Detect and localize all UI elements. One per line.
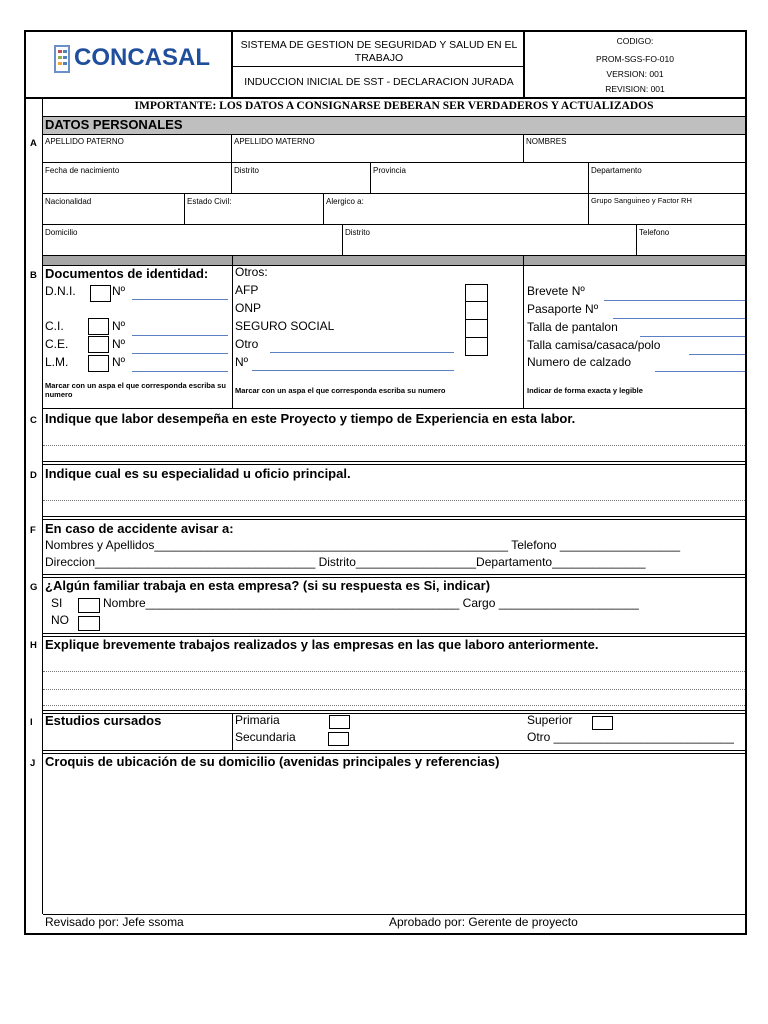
lm-number-line[interactable] (132, 371, 228, 372)
field-apellido-paterno[interactable]: APELLIDO PATERNO (45, 137, 124, 146)
checkbox-no[interactable] (78, 616, 100, 631)
field-domicilio-distrito[interactable]: Distrito (345, 228, 370, 237)
ce-number-line[interactable] (132, 353, 228, 354)
pasaporte-line[interactable] (613, 318, 745, 319)
brevete-label: Brevete Nº (527, 284, 585, 298)
sketch-area[interactable] (43, 772, 745, 913)
calzado-label: Numero de calzado (527, 355, 632, 369)
ce-num-label: Nº (112, 337, 126, 351)
note-left: Marcar con un aspa el que corresponda escriba su numero (45, 381, 226, 399)
pasaporte-label: Pasaporte Nº (527, 302, 599, 316)
codigo-label: CODIGO: (616, 36, 654, 46)
checkbox-lm[interactable] (88, 355, 109, 372)
option-no: NO (51, 613, 69, 627)
revisado-por: Revisado por: Jefe ssoma (45, 915, 184, 929)
talla-pantalon-label: Talla de pantalon (527, 320, 618, 334)
checkbox-onp[interactable] (465, 301, 488, 320)
doc-ci: C.I. (45, 319, 64, 333)
checkbox-afp[interactable] (465, 284, 488, 302)
field-provincia[interactable]: Provincia (373, 166, 406, 175)
field-distrito[interactable]: Distrito (234, 166, 259, 175)
section-g-nombre[interactable]: Nombre_______________________________________________ Cargo _____________________ (103, 596, 639, 610)
section-h-answer-line-2[interactable] (43, 689, 745, 690)
otros-otro-line[interactable] (270, 352, 454, 353)
section-h-answer-line-3[interactable] (43, 705, 745, 706)
option-otro[interactable]: Otro ___________________________ (527, 730, 734, 744)
field-nombres[interactable]: NOMBRES (526, 137, 567, 146)
section-letter-i: I (30, 717, 33, 728)
field-estado-civil[interactable]: Estado Civil: (187, 197, 232, 206)
section-b-title: Documentos de identidad: (45, 266, 209, 281)
brevete-line[interactable] (604, 300, 745, 301)
otros-num: Nº (235, 355, 249, 369)
section-letter-g: G (30, 582, 38, 593)
checkbox-otro[interactable] (465, 337, 488, 356)
doc-ce: C.E. (45, 337, 69, 351)
section-letter-h: H (30, 640, 37, 651)
section-letter-a: A (30, 138, 37, 149)
section-letter-b: B (30, 270, 37, 281)
otros-seguro-social: SEGURO SOCIAL (235, 319, 335, 333)
dni-number-line[interactable] (132, 299, 228, 300)
header-subtitle: INDUCCION INICIAL DE SST - DECLARACION JURADA (244, 76, 514, 88)
section-letter-j: J (30, 758, 36, 769)
lm-num-label: Nº (112, 355, 126, 369)
calzado-line[interactable] (655, 371, 745, 372)
ci-num-label: Nº (112, 319, 126, 333)
otros-otro: Otro (235, 337, 259, 351)
section-letter-f: F (30, 525, 36, 536)
otros-title: Otros: (235, 265, 268, 279)
option-primaria: Primaria (235, 713, 280, 727)
version-label: VERSION: 001 (606, 69, 664, 79)
section-letter-c: C (30, 415, 37, 426)
note-mid: Marcar con un aspa el que corresponda escriba su numero (235, 386, 446, 395)
field-alergico[interactable]: Alergico a: (326, 197, 364, 206)
revision-label: REVISION: 001 (605, 84, 665, 94)
doc-dni: D.N.I. (45, 284, 76, 298)
otros-afp: AFP (235, 283, 259, 297)
checkbox-ce[interactable] (88, 336, 109, 353)
section-f-title: En caso de accidente avisar a: (45, 521, 234, 536)
section-h-answer-line-1[interactable] (43, 671, 745, 672)
field-grupo-sanguineo[interactable]: Grupo Sanguineo y Factor RH (591, 196, 692, 205)
ci-number-line[interactable] (132, 335, 228, 336)
header-title-line2: TRABAJO (354, 52, 404, 64)
section-c-answer-line[interactable] (43, 445, 745, 446)
doc-lm: L.M. (45, 355, 69, 369)
note-right: Indicar de forma exacta y legible (527, 386, 643, 395)
section-d-text: Indique cual es su especialidad u oficio principal. (45, 466, 351, 481)
logo-icon (54, 44, 72, 74)
option-secundaria: Secundaria (235, 730, 296, 744)
section-i-title: Estudios cursados (45, 713, 162, 728)
talla-camisa-line[interactable] (689, 354, 745, 355)
checkbox-ci[interactable] (88, 318, 109, 335)
section-f-line1[interactable]: Nombres y Apellidos_____________________________________________________ Telefono __________________ (45, 538, 681, 552)
option-superior: Superior (527, 713, 573, 727)
checkbox-secundaria[interactable] (328, 732, 349, 746)
dni-num-label: Nº (112, 284, 126, 298)
field-telefono[interactable]: Telefono (639, 228, 670, 237)
aprobado-por: Aprobado por: Gerente de proyecto (389, 915, 578, 929)
important-notice: IMPORTANTE: LOS DATOS A CONSIGNARSE DEBERAN SER VERDADEROS Y ACTUALIZADOS (134, 100, 654, 112)
section-g-title: ¿Algún familiar trabaja en esta empresa? (si su respuesta es Si, indicar) (45, 578, 491, 593)
header-title-line1: SISTEMA DE GESTION DE SEGURIDAD Y SALUD EN EL (240, 39, 518, 51)
section-j-text: Croquis de ubicación de su domicilio (avenidas principales y referencias) (45, 754, 500, 769)
section-f-line2[interactable]: Direccion_________________________________ Distrito__________________Departamento______________ (45, 555, 646, 569)
field-departamento[interactable]: Departamento (591, 166, 642, 175)
otros-num-line[interactable] (252, 370, 454, 371)
section-h-text: Explique brevemente trabajos realizados y las empresas en las que laboro anteriormente. (45, 637, 599, 652)
field-apellido-materno[interactable]: APELLIDO MATERNO (234, 137, 315, 146)
talla-camisa-label: Talla camisa/casaca/polo (527, 338, 661, 352)
otros-onp: ONP (235, 301, 262, 315)
field-fecha-nacimiento[interactable]: Fecha de nacimiento (45, 166, 120, 175)
field-domicilio[interactable]: Domicilio (45, 228, 78, 237)
section-letter-d: D (30, 470, 37, 481)
checkbox-si[interactable] (78, 598, 100, 613)
checkbox-primaria[interactable] (329, 715, 350, 729)
logo-text: CONCASAL (74, 44, 210, 71)
codigo-value: PROM-SGS-FO-010 (596, 54, 674, 64)
section-d-answer-line[interactable] (43, 500, 745, 501)
checkbox-seguro-social[interactable] (465, 319, 488, 338)
section-c-text: Indique que labor desempeña en este Proyecto y tiempo de Experiencia en esta labor. (45, 411, 576, 426)
talla-pantalon-line[interactable] (640, 336, 745, 337)
field-nacionalidad[interactable]: Nacionalidad (45, 197, 92, 206)
section-a-title: DATOS PERSONALES (45, 117, 183, 132)
checkbox-dni[interactable] (90, 285, 111, 302)
checkbox-superior[interactable] (592, 716, 613, 730)
option-si: SI (51, 596, 63, 610)
